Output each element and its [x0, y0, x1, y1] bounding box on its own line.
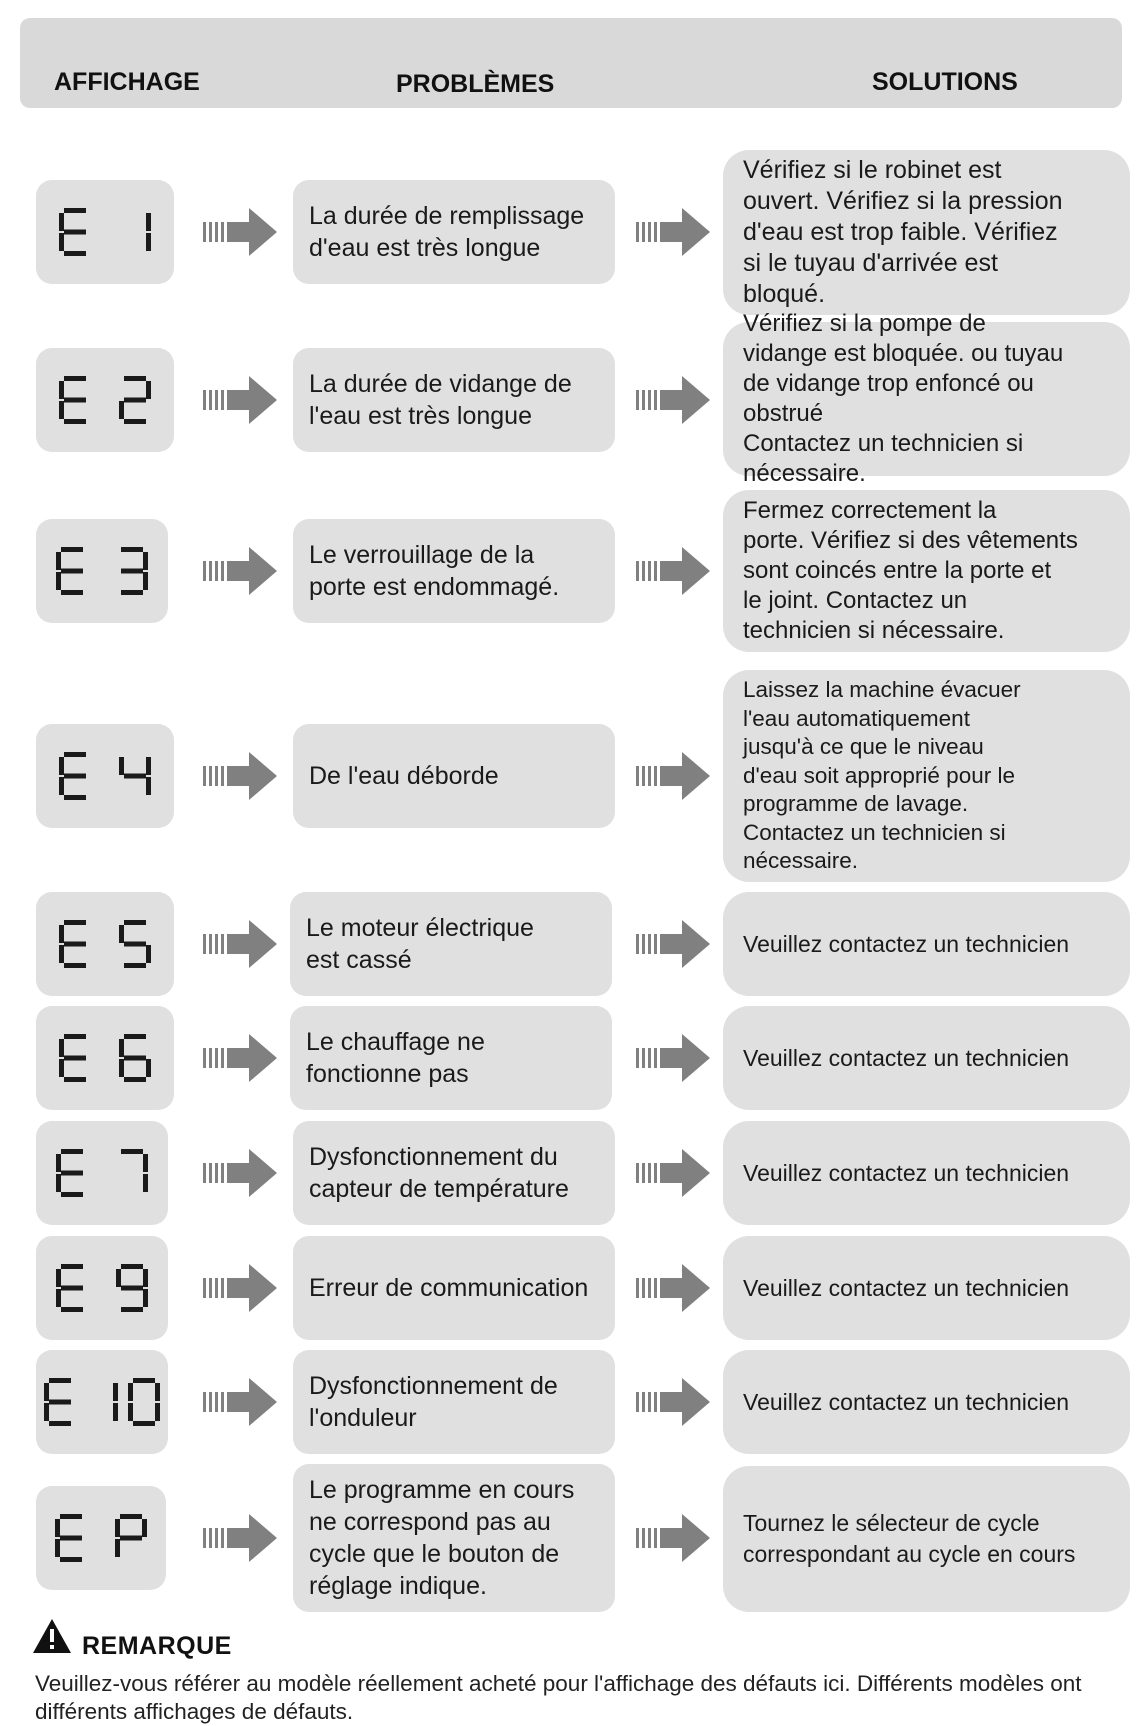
problem-cell: [293, 348, 615, 452]
seven-segment-display: [59, 208, 151, 256]
solution-cell: [723, 1466, 1130, 1612]
error-code-display: [36, 519, 168, 623]
arrow-right-icon: [203, 1376, 279, 1428]
solution-text: Veuillez contactez un technicien: [743, 930, 1070, 957]
arrow-right-icon: [203, 1262, 279, 1314]
seven-segment-display: [59, 376, 151, 424]
problem-cell: [293, 1121, 615, 1225]
problem-text: Le chauffage ne fonctionne pas: [306, 1028, 485, 1088]
error-code-display: [36, 1006, 174, 1110]
arrow-right-icon: [636, 750, 712, 802]
problem-cell: [293, 1236, 615, 1340]
remark-text: Veuillez-vous référer au modèle réellement acheté pour l'affichage des défauts ici. Différents modèles ont différents affichages de défauts.: [35, 1671, 1082, 1724]
arrow-right-icon: [636, 374, 712, 426]
seven-segment-display: [59, 1034, 151, 1082]
header-problems: PROBLÈMES: [396, 70, 555, 98]
table-header: [20, 18, 1122, 108]
seven-segment-display: [56, 1149, 148, 1197]
remark-title: REMARQUE: [82, 1632, 232, 1660]
error-code-display: [36, 1236, 168, 1340]
solution-cell: [723, 1121, 1130, 1225]
problem-text: Erreur de communication: [309, 1274, 589, 1302]
header-display: AFFICHAGE: [54, 68, 200, 96]
seven-segment-display: [56, 547, 148, 595]
seven-segment-display: [59, 920, 151, 968]
problem-cell: [290, 892, 612, 996]
error-code-display: [36, 1350, 168, 1454]
arrow-right-icon: [636, 545, 712, 597]
solution-text: Laissez la machine évacuer l'eau automatiquement jusqu'à ce que le niveau d'eau soit approprié pour le programme de lavage. Contactez un technicien si nécessaire.: [743, 677, 1021, 874]
solution-cell: [723, 1006, 1130, 1110]
seven-segment-display: [56, 1264, 148, 1312]
arrow-right-icon: [636, 1147, 712, 1199]
problem-text: La durée de remplissage d'eau est très longue: [309, 202, 585, 262]
seven-segment-display: [59, 752, 151, 800]
solution-cell: [723, 892, 1130, 996]
warning-triangle-icon: [32, 1618, 72, 1654]
problem-text: De l'eau déborde: [309, 762, 499, 790]
problem-text: Le verrouillage de la porte est endommagé.: [309, 541, 560, 601]
solution-text: Veuillez contactez un technicien: [743, 1274, 1070, 1301]
arrow-right-icon: [203, 1512, 279, 1564]
solution-text: Vérifiez si la pompe de vidange est bloquée. ou tuyau de vidange trop enfoncé ou obstrué Contactez un technicien si nécessaire.: [743, 310, 1064, 487]
solution-text: Veuillez contactez un technicien: [743, 1388, 1070, 1415]
arrow-right-icon: [203, 750, 279, 802]
problem-text: Dysfonctionnement de l'onduleur: [309, 1372, 558, 1432]
arrow-right-icon: [203, 918, 279, 970]
error-code-display: [36, 348, 174, 452]
solution-cell: [723, 1236, 1130, 1340]
problem-cell: [293, 1464, 615, 1612]
problem-text: Le programme en cours ne correspond pas au cycle que le bouton de réglage indique.: [309, 1476, 575, 1600]
arrow-right-icon: [636, 206, 712, 258]
problem-cell: [293, 519, 615, 623]
problem-cell: [290, 1006, 612, 1110]
arrow-right-icon: [636, 1512, 712, 1564]
solution-text: Fermez correctement la porte. Vérifiez si des vêtements sont coincés entre la porte et le joint. Contactez un technicien si nécessaire.: [743, 497, 1078, 644]
arrow-right-icon: [203, 374, 279, 426]
solution-text: Veuillez contactez un technicien: [743, 1044, 1070, 1071]
problem-text: Le moteur électrique est cassé: [306, 914, 534, 974]
arrow-right-icon: [203, 545, 279, 597]
solution-cell: [723, 150, 1130, 315]
arrow-right-icon: [636, 918, 712, 970]
problem-cell: [293, 180, 615, 284]
solution-cell: [723, 1350, 1130, 1454]
solution-cell: [723, 490, 1130, 652]
arrow-right-icon: [636, 1032, 712, 1084]
error-code-display: [36, 1121, 168, 1225]
problem-cell: [293, 1350, 615, 1454]
error-code-display: [36, 1486, 166, 1590]
problem-text: La durée de vidange de l'eau est très longue: [309, 370, 572, 430]
error-code-display: [36, 180, 174, 284]
solution-text: Vérifiez si le robinet est ouvert. Vérifiez si la pression d'eau est trop faible. Vérifiez si le tuyau d'arrivée est bloqué.: [743, 156, 1063, 308]
solution-text: Tournez le sélecteur de cycle correspondant au cycle en cours: [743, 1510, 1076, 1567]
arrow-right-icon: [636, 1262, 712, 1314]
problem-cell: [293, 724, 615, 828]
solution-text: Veuillez contactez un technicien: [743, 1159, 1070, 1186]
solution-cell: [723, 310, 1130, 487]
arrow-right-icon: [203, 206, 279, 258]
error-code-display: [36, 892, 174, 996]
solution-cell: [723, 670, 1130, 882]
arrow-right-icon: [203, 1147, 279, 1199]
header-solutions: SOLUTIONS: [872, 68, 1018, 96]
seven-segment-display: [55, 1514, 147, 1562]
seven-segment-display: [44, 1378, 160, 1426]
problem-text: Dysfonctionnement du capteur de température: [309, 1143, 569, 1203]
arrow-right-icon: [636, 1376, 712, 1428]
arrow-right-icon: [203, 1032, 279, 1084]
error-code-display: [36, 724, 174, 828]
